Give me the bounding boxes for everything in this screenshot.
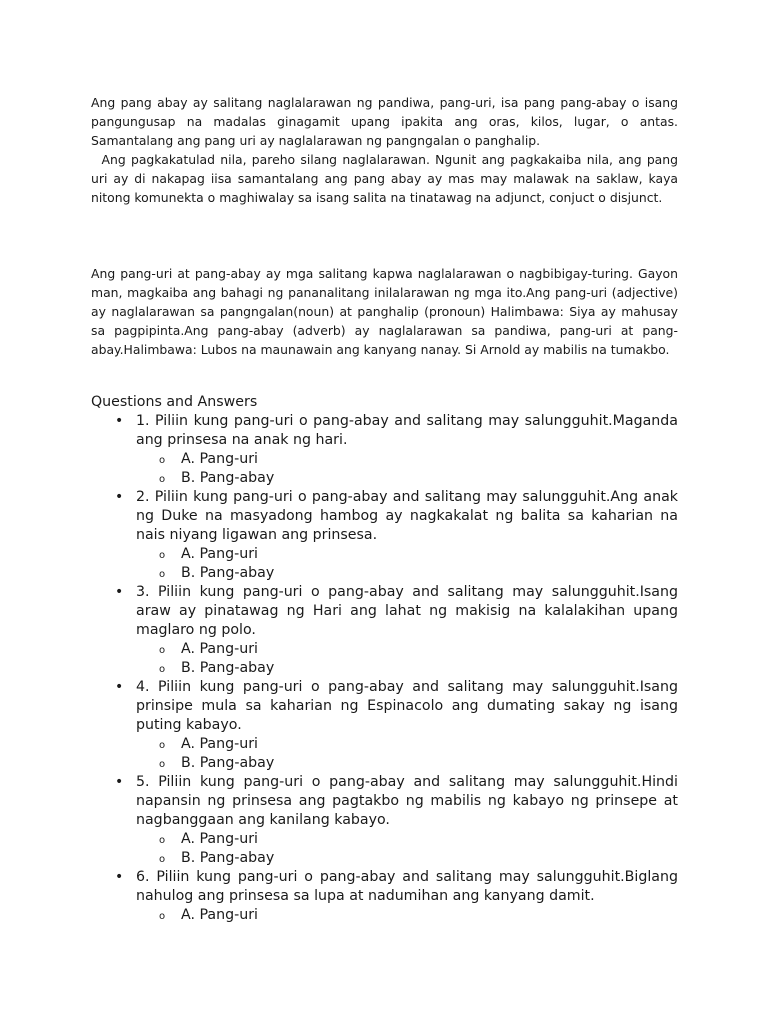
question-item-3 [91,583,678,678]
questions-section [91,393,678,925]
question-text: • 5. Piliin kung pang-uri o pang-abay and salitang may salungguhit.Hindi napansin ng prinsesa ang pagtakbo ng mabilis ng kabayo ng prinsepe at nagbanggaan ang kanilang kabayo. [136,774,678,828]
option-item: o B. Pang-abay [136,754,678,773]
options-list [136,906,678,925]
questions-list [91,412,678,925]
question-item-6 [91,868,678,925]
question-item-1 [91,412,678,488]
question-text: • 1. Piliin kung pang-uri o pang-abay and salitang may salungguhit.Maganda ang prinsesa na anak ng hari. [136,413,678,448]
question-text: • 3. Piliin kung pang-uri o pang-abay and salitang may salungguhit.Isang araw ay pinatawag ng Hari ang lahat ng makisig na kalalakihan upang maglaro ng polo. [136,584,678,638]
option-item: o A. Pang-uri [136,906,678,925]
option-item: o A. Pang-uri [136,640,678,659]
question-text: • 6. Piliin kung pang-uri o pang-abay and salitang may salungguhit.Biglang nahulog ang prinsesa sa lupa at nadumihan ang kanyang damit. [136,869,678,904]
option-item: o A. Pang-uri [136,450,678,469]
options-list [136,735,678,773]
options-list [136,830,678,868]
options-list [136,640,678,678]
option-item: o A. Pang-uri [136,830,678,849]
questions-heading: Questions and Answers [91,394,258,410]
option-item: o B. Pang-abay [136,659,678,678]
question-text: • 4. Piliin kung pang-uri o pang-abay and salitang may salungguhit.Isang prinsipe mula sa kaharian ng Espinacolo ang dumating sakay ng isang puting kabayo. [136,679,678,733]
options-list [136,545,678,583]
question-item-2 [91,488,678,583]
intro-paragraph-3: Ang pang-uri at pang-abay ay mga salitang kapwa naglalarawan o nagbibigay-turing. Gayon man, magkaiba ang bahagi ng pananalitang inilalarawan ng mga ito.Ang pang-uri (adjective) ay naglalarawan sa pangngalan(noun) at panghalip (pronoun) Halimbawa: Siya ay mahusay sa pagpipinta.Ang pang-abay (adverb) ay naglalarawan sa pandiwa, pang-uri at pang-abay.Halimbawa: Lubos na maunawain ang kanyang nanay. Si Arnold ay mabilis na tumakbo. [91,266,678,357]
intro-paragraph-2: Ang pagkakatulad nila, pareho silang naglalarawan. Ngunit ang pagkakaiba nila, ang pang uri ay di nakapag iisa samantalang ang pang abay ay mas may malawak na saklaw, kaya nitong komunekta o maghiwalay sa isang salita na tinatawag na adjunct, conjuct o disjunct. [91,152,678,205]
question-item-4 [91,678,678,773]
option-item: o B. Pang-abay [136,469,678,488]
option-item: o B. Pang-abay [136,849,678,868]
options-list [136,450,678,488]
option-item: o A. Pang-uri [136,735,678,754]
question-text: • 2. Piliin kung pang-uri o pang-abay and salitang may salungguhit.Ang anak ng Duke na masyadong hambog ay nagkakalat ng balita sa kaharian na nais niyang ligawan ang prinsesa. [136,489,678,543]
option-item: o B. Pang-abay [136,564,678,583]
intro-paragraph-1: Ang pang abay ay salitang naglalarawan ng pandiwa, pang-uri, isa pang pang-abay o isang pangungusap na madalas ginagamit upang ipakita ang oras, kilos, lugar, o antas. Samantalang ang pang uri ay naglalarawan ng pangngalan o panghalip. [91,95,678,148]
question-item-5 [91,773,678,868]
option-item: o A. Pang-uri [136,545,678,564]
